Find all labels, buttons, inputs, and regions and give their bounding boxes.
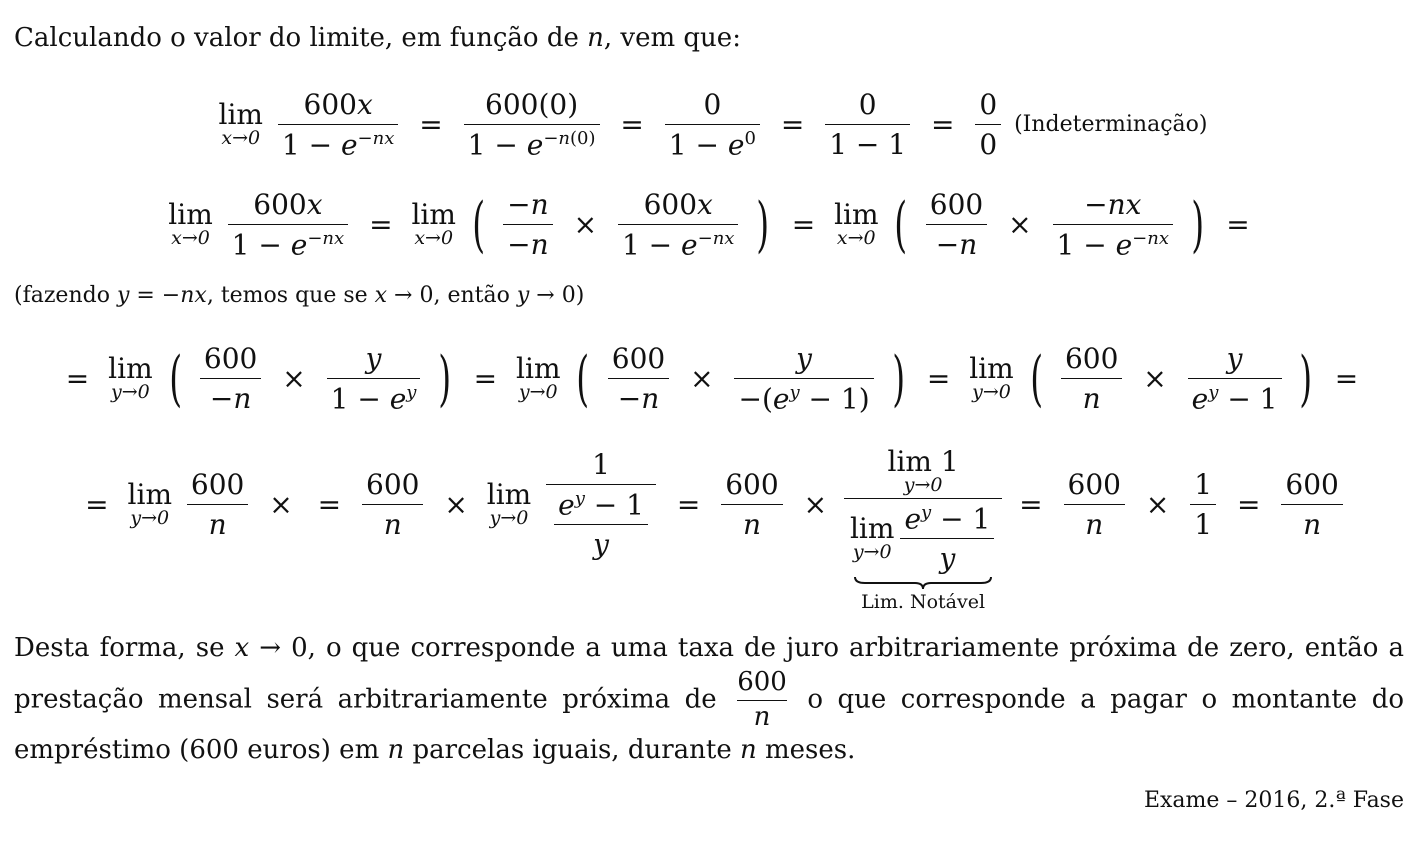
intro-text: Calculando o valor do limite, em função de n, vem que: (14, 23, 741, 53)
equation-1: lim x→0 $\frac{600x}{1 - e^{-nx}}$ = $\frac{600(0)}{1 - e^{-n(0)}}$ = $\frac{0}{1 - e^0}$ = $\frac{0}{1 - 1}$ = $\frac{0}{0}$ (Indeterminação) (218, 88, 1208, 162)
exam-citation: Exame – 2016, 2.ª Fase (1143, 788, 1404, 813)
equation-4: = lim y→0 $\frac{600}{n}$ × = $\frac{600}{n}$ × lim y→0 $\frac{1}{\frac{e^y - 1}{y}}$ = $\frac{600}{n}$ × lim 1 y→0 lim y→0 $\frac{e^y - 1}{y}$ Lim. Notável = $\frac{600}{n}$ × $\frac{1}{1}$ = $\frac{600}{n}$ (0, 448, 1424, 613)
substitution-note: (fazendo y = −nx, temos que se x → 0, então y → 0) (14, 283, 585, 308)
equation-2: lim x→0 $\frac{600x}{1 - e^{-nx}}$ = lim x→0 ( $\frac{-n}{-n}$ × $\frac{600x}{1 - e^{-nx}}$ ) = lim x→0 ( $\frac{600}{-n}$ × $\frac{-nx}{1 - e^{-nx}}$ ) = (168, 188, 1250, 262)
equation-3: = lim y→0 ( $\frac{600}{-n}$ × $\frac{y}{1 - e^y}$ ) = lim y→0 ( $\frac{600}{-n}$ × $\frac{y}{-(e^y - 1)}$ ) = lim y→0 ( $\frac{600}{n}$ × $\frac{y}{e^y - 1}$ ) = (65, 342, 1359, 416)
indeterminacy-label: (Indeterminação) (1014, 112, 1208, 138)
notable-limit-label: Lim. Notável (861, 591, 986, 614)
conclusion-text: Desta forma, se x → 0, o que corresponde a uma taxa de juro arbitrariamente próxima de zero, então a prestação mensal será arbitrariamente próxima de $\frac{600}{n}$ o que corresponde a pagar o montante do empréstimo (600 euros) em n parcelas iguais, durante n meses. (14, 633, 1404, 766)
underbrace (853, 575, 993, 591)
